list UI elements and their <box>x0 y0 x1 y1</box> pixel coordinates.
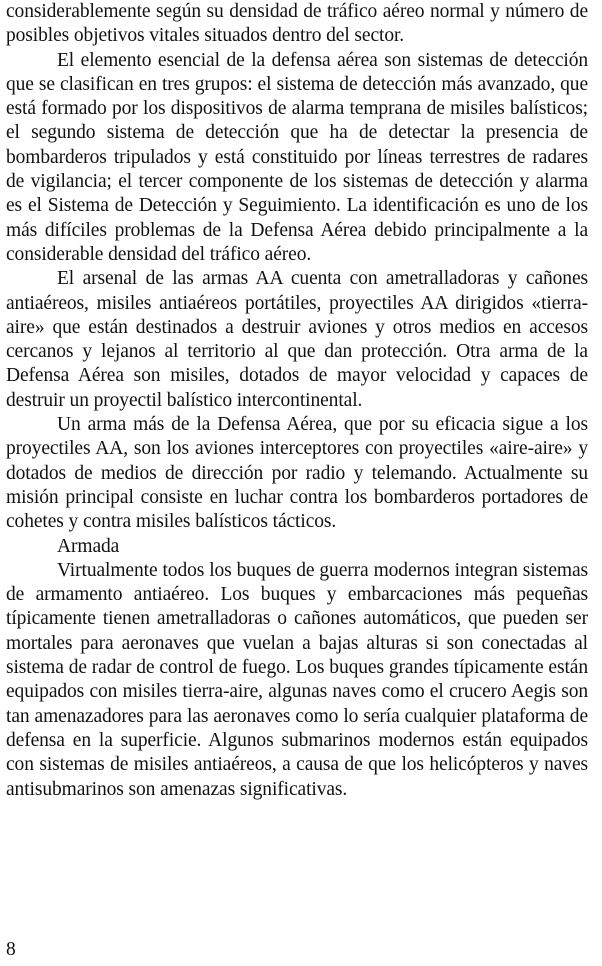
page-number: 8 <box>6 939 16 960</box>
section-heading-armada: Armada <box>57 535 120 557</box>
paragraph-detection-systems: El elemento esencial de la defensa aérea son sistemas de detección que se clasifican en tres grupos: el sistema de detección más avanzado, que está formado por los dispositivos de alarma temprana de misiles balísticos; el segundo sistema de detección que ha de detectar la presencia de bombarderos tripulados y está constituido por líneas terrestres de radares de vigilancia; el tercer componente de los sistemas de detección y alarma es el Sistema de Detección y Seguimiento. La identificación es uno de los más difíciles problemas de la Defensa Aérea debido principalmente a la considerable densidad del tráfico aéreo. <box>6 49 588 265</box>
paragraph-continuation: considerablemente según su densidad de tráfico aéreo normal y número de posibles objetivos vitales situados dentro del sector. <box>6 1 588 47</box>
paragraph-interceptors: Un arma más de la Defensa Aérea, que por su eficacia sigue a los proyectiles AA, son los aviones interceptores con proyectiles «aire-aire» y dotados de medios de dirección por radio y telemando. Actualmente su misión principal consiste en luchar contra los bombarderos portadores de cohetes y contra misiles balísticos tácticos. <box>6 414 588 533</box>
paragraph-aa-arsenal: El arsenal de las armas AA cuenta con ametralladoras y cañones antiaéreos, misiles antiaéreos portátiles, proyectiles AA dirigidos «tierra-aire» que están destinados a destruir aviones y otros medios en accesos cercanos y lejanos al territorio al que dan protección. Otra arma de la Defensa Aérea son misiles, dotados de mayor velocidad y capaces de destruir un proyectil balístico intercontinental. <box>6 268 588 411</box>
document-body <box>6 0 588 802</box>
paragraph-navy: Virtualmente todos los buques de guerra modernos integran sistemas de armamento antiaéreo. Los buques y embarcaciones más pequeñas típicamente tienen ametralladoras o cañones automáticos, que pueden ser mortales para aeronaves que vuelan a bajas alturas si son conectadas al sistema de radar de control de fuego. Los buques grandes típicamente están equipados con misiles tierra-aire, algunas naves como el crucero Aegis son tan amenazadores para las aeronaves como lo sería cualquier plataforma de defensa en la superficie. Algunos submarinos modernos están equipados con sistemas de misiles antiaéreos, a causa de que los helicópteros y naves antisubmarinos son amenazas significativas. <box>6 559 588 800</box>
